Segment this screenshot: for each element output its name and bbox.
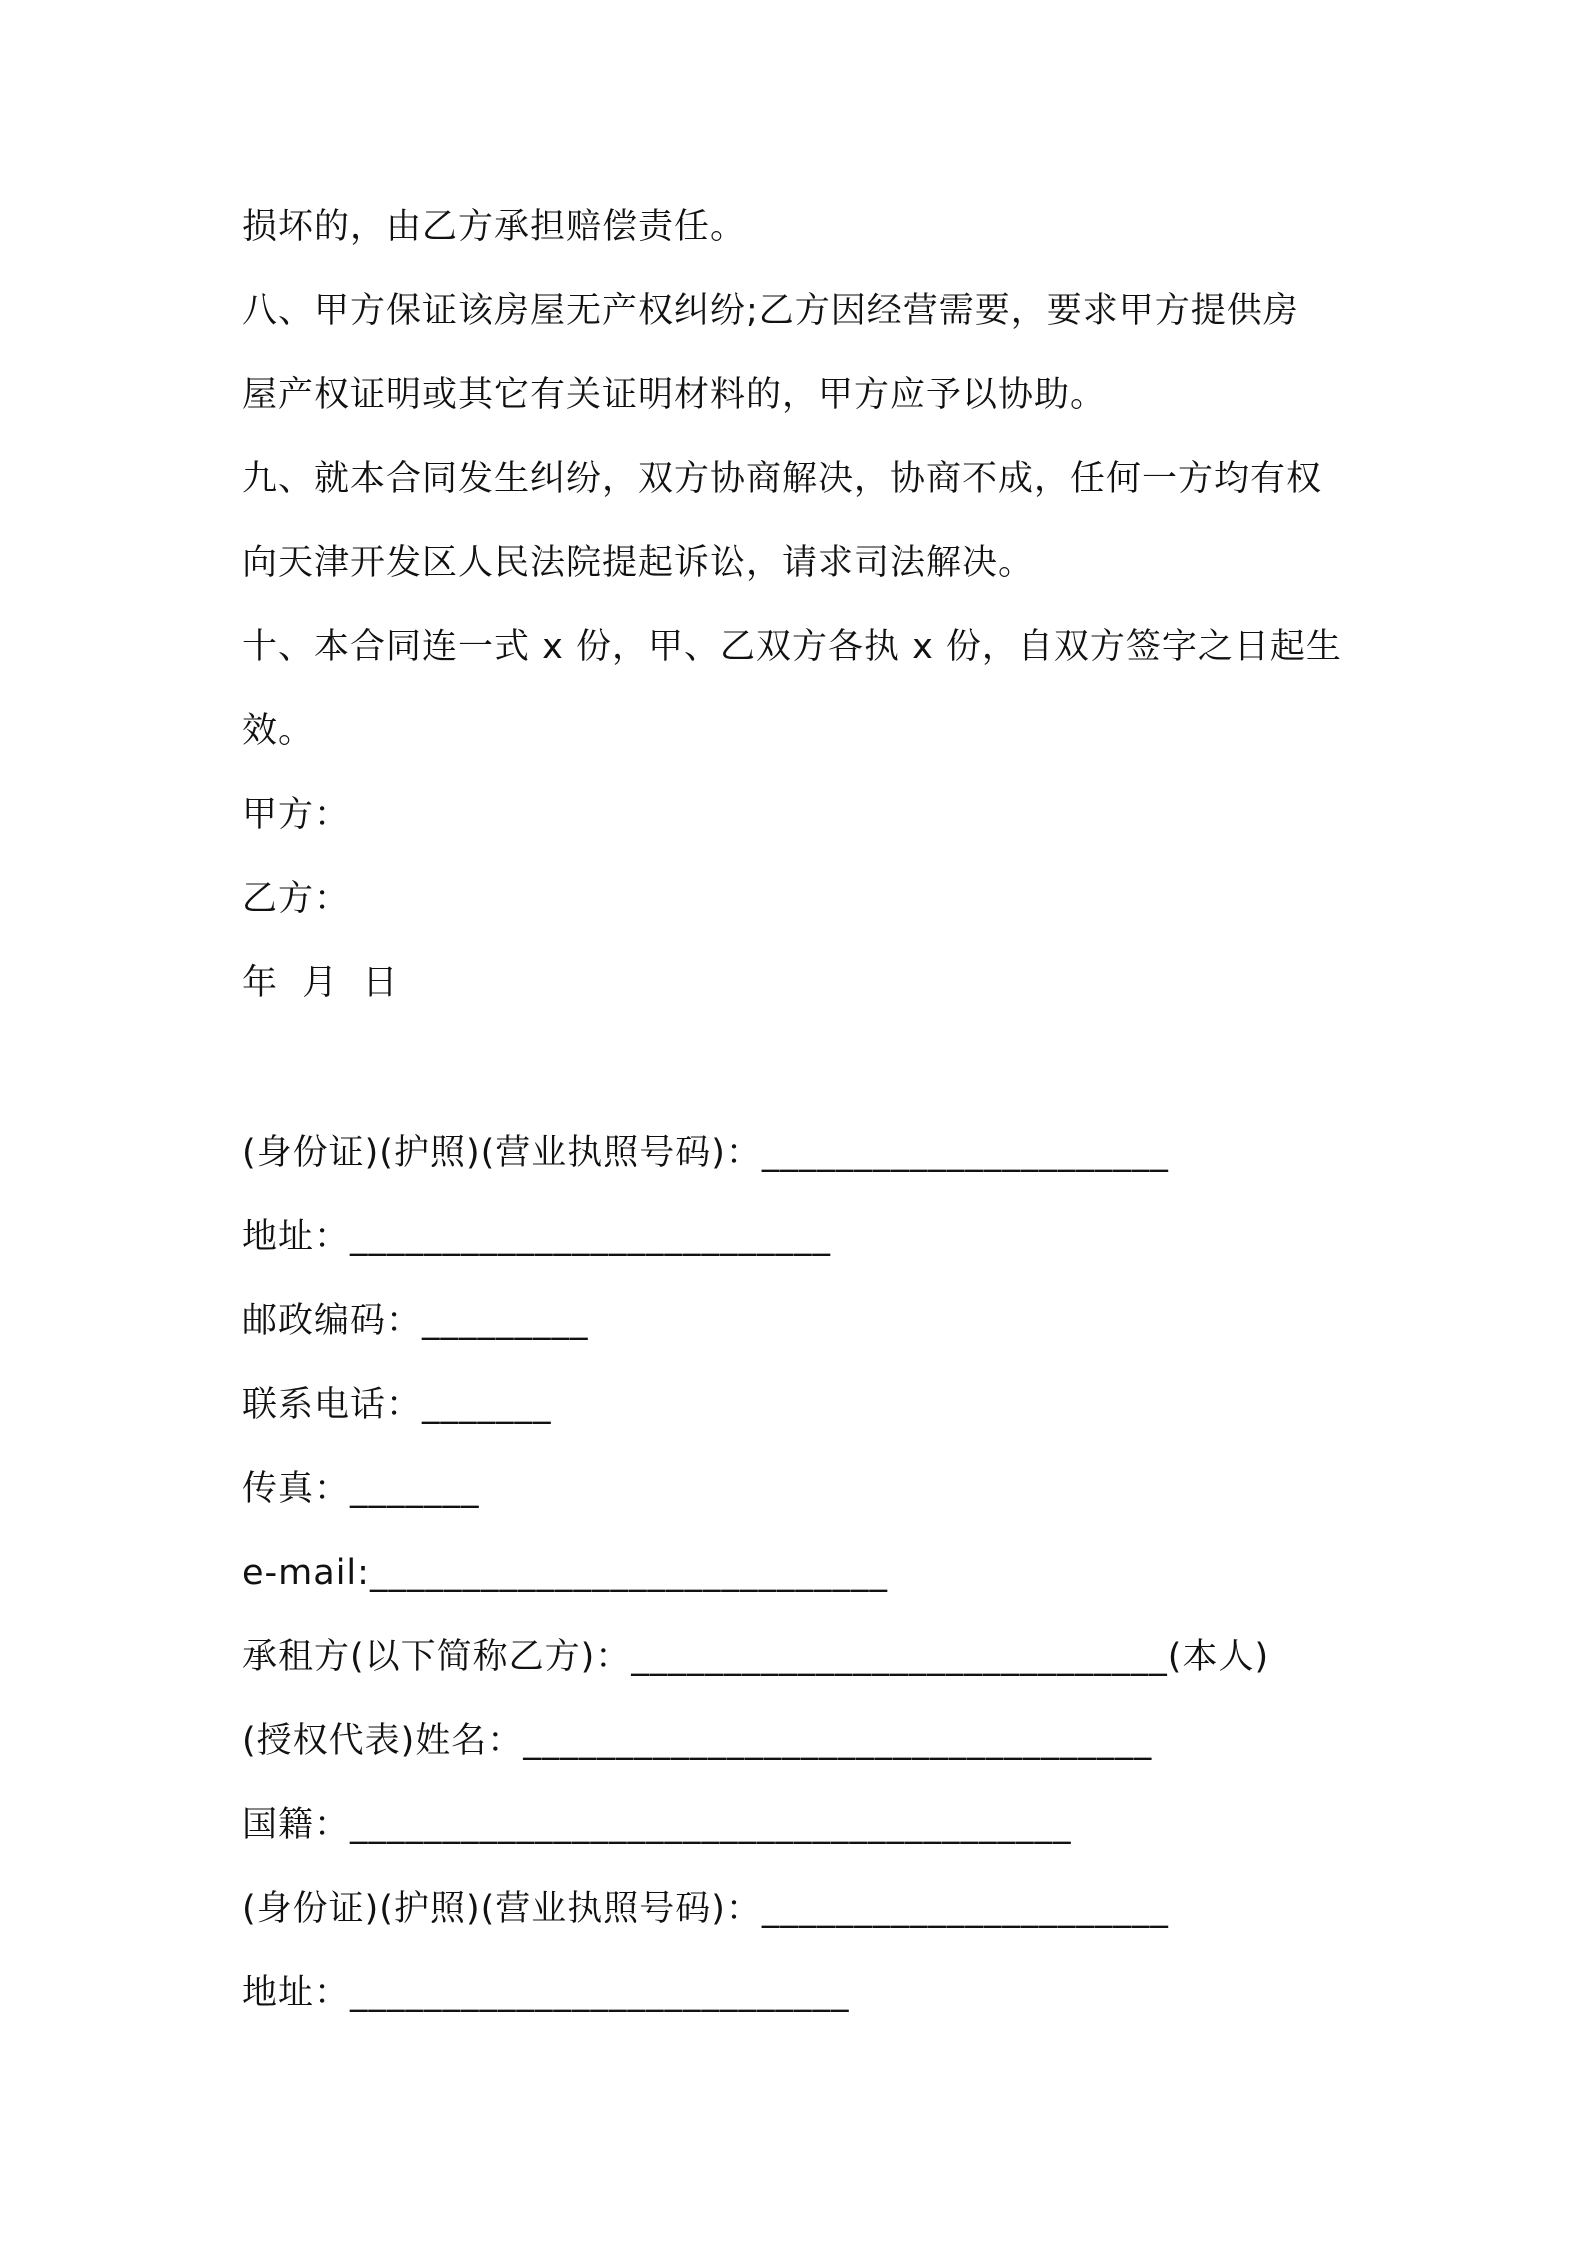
email-field: e-mail:____________________________ (242, 1553, 888, 1593)
lessee-field: 承租方(以下简称乙方)：_____________________________(本人) (242, 1637, 1270, 1677)
id-number-field: (身份证)(护照)(营业执照号码)：______________________ (242, 1133, 1169, 1173)
clause-10-line: 十、本合同连一式 x 份，甲、乙双方各执 x 份，自双方签字之日起生 (242, 627, 1342, 667)
id-number-field: (身份证)(护照)(营业执照号码)：______________________ (242, 1889, 1169, 1929)
nationality-field: 国籍：_______________________________________ (242, 1805, 1072, 1845)
party-b-signature: 乙方： (242, 879, 351, 919)
phone-field: 联系电话：_______ (242, 1385, 552, 1425)
representative-name-field: (授权代表)姓名：__________________________________ (242, 1721, 1153, 1761)
signature-date: 年 月 日 (242, 963, 399, 1003)
clause-8-line: 屋产权证明或其它有关证明材料的，甲方应予以协助。 (242, 375, 1107, 415)
fax-field: 传真：_______ (242, 1469, 480, 1509)
clause-9-line: 向天津开发区人民法院提起诉讼，请求司法解决。 (242, 543, 1035, 583)
postal-code-field: 邮政编码：_________ (242, 1301, 589, 1341)
address-field: 地址：___________________________ (242, 1973, 850, 2013)
clause-8-line: 八、甲方保证该房屋无产权纠纷;乙方因经营需要，要求甲方提供房 (242, 291, 1299, 331)
clause-line: 损坏的，由乙方承担赔偿责任。 (242, 207, 747, 247)
clause-9-line: 九、就本合同发生纠纷，双方协商解决，协商不成，任何一方均有权 (242, 459, 1323, 499)
clause-10-line: 效。 (242, 711, 315, 751)
party-a-signature: 甲方： (242, 795, 351, 835)
address-field: 地址：__________________________ (242, 1217, 832, 1257)
